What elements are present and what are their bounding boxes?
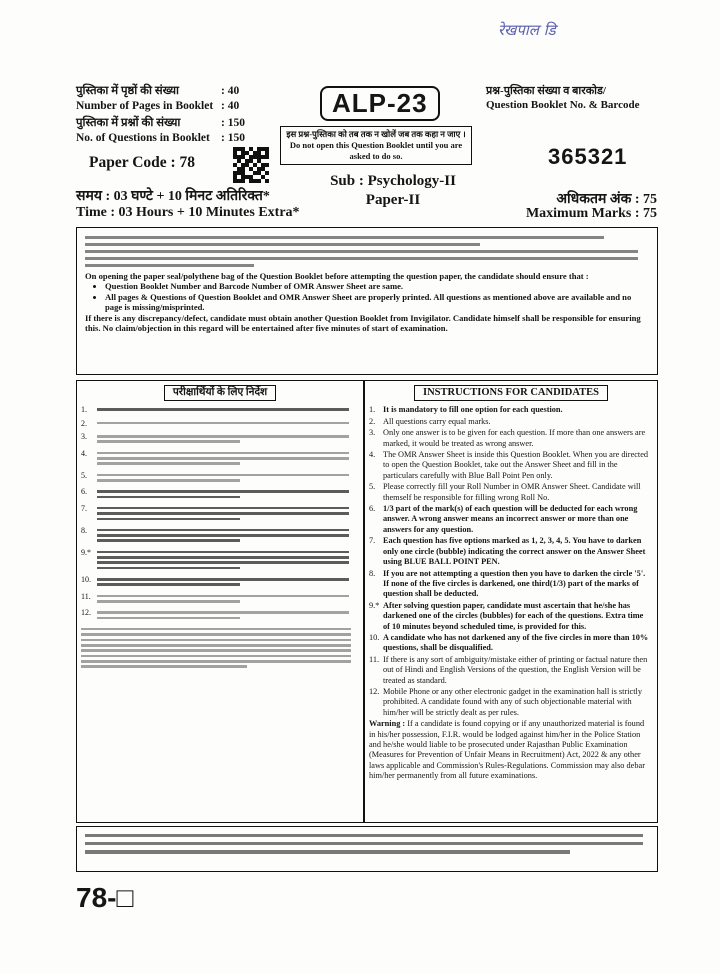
instruction-number: 9.*: [81, 547, 91, 557]
english-instruction-item: [369, 417, 651, 427]
hindi-instruction-text: [97, 592, 357, 606]
english-instructions-title: INSTRUCTIONS FOR CANDIDATES: [414, 385, 608, 401]
hindi-instruction-item: [77, 608, 363, 622]
meta-row: No. of Questions in Booklet : 150: [76, 131, 245, 144]
english-instructions: [364, 380, 658, 823]
hindi-instruction-item: [77, 504, 363, 523]
instruction-number: 12.: [81, 608, 91, 618]
hindi-instruction-item: [77, 449, 363, 468]
instruction-text: 1/3 part of the mark(s) of each question will be deducted for each wrong answer. A wrong answer means an incorrect answer or more than one answers for any question.: [383, 504, 638, 534]
hindi-instruction-item: [77, 405, 363, 415]
english-instruction-item: [369, 405, 651, 415]
seal-notice-hindi-lines: [85, 236, 649, 267]
instruction-text: All questions carry equal marks.: [383, 416, 491, 426]
paper-code: Paper Code : 78: [89, 154, 196, 171]
hindi-instruction-item: [77, 575, 363, 589]
instruction-text: If there is any sort of ambiguity/mistake either of printing or factual nature then out of Hindi and English Versions of the question, the English Version will be treated as standard.: [383, 654, 648, 685]
seal-notice-outro: If there is any discrepancy/defect, candidate must obtain another Question Booklet from Invigilator. Candidate himself shall be responsible for ensuring this. No claim/objection in this regard will be entertained after five minutes of start of examination.: [85, 312, 641, 334]
hindi-instruction-text: [97, 419, 357, 429]
instruction-text: After solving question paper, candidate must ascertain that he/she has darkened one of the circles (bubbles) for each of the questions. Extra time of 10 minutes beyond scheduled time, is provided for this.: [383, 600, 644, 631]
footer-code: 78-□: [76, 882, 134, 913]
instruction-text: If you are not attempting a question then you have to darken the circle '5'. If none of the five circles is darkened, one third(1/3) part of the marks of question shall be deducted.: [383, 568, 646, 599]
hindi-instructions-title: परीक्षार्थियों के लिए निर्देश: [164, 385, 276, 401]
instruction-text: Please correctly fill your Roll Number in OMR Answer Sheet. Candidate will themself be responsible for filling wrong Roll No.: [383, 482, 641, 502]
instruction-number: 6.: [81, 487, 87, 497]
booklet-meta: [76, 84, 261, 145]
english-instruction-item: [369, 601, 651, 632]
warning-text: If a candidate is found copying or if any unauthorized material is found in his/her possession, F.I.R. would be lodged against him/her in the Police Station and he/she would liable to be prosecuted under Rajasthan Public Examination (Measures for Prevention of Unfair Means in Recruitment) Act, 2022 & any other laws applicable and Commission's Rules-Regulations. Commission may also debar him/her permanently from all future examinations.: [369, 719, 645, 781]
instruction-number: 6.: [369, 504, 376, 514]
hindi-instruction-item: [77, 592, 363, 606]
instruction-number: 8.: [369, 568, 376, 578]
instruction-text: Only one answer is to be given for each question. If more than one answers are marked, it would be treated as wrong answer.: [383, 428, 646, 448]
hindi-instruction-text: [97, 608, 357, 622]
english-instruction-item: [369, 633, 651, 654]
warning-label: Warning :: [369, 719, 406, 729]
seal-notice-bullets: [105, 281, 649, 313]
hindi-instruction-text: [97, 526, 357, 545]
seal-notice-bullet: • All pages & Questions of Question Booklet and OMR Answer Sheet are properly printed. All questions as mentioned above are available and no page is missing/misprinted.: [105, 292, 649, 313]
english-instruction-list: [365, 405, 657, 718]
hindi-instruction-text: [97, 449, 357, 468]
instruction-number: 2.: [81, 418, 87, 428]
do-not-open-notice: इस प्रश्न-पुस्तिका को तब तक न खोलें जब तक कहा न जाए । Do not open this Question Booklet until you are asked to do so.: [280, 126, 472, 165]
seal-notice-bullet: • Question Booklet Number and Barcode Number of OMR Answer Sheet are same.: [105, 281, 649, 292]
booklet-number: 365321: [548, 144, 628, 169]
hindi-instruction-text: [97, 471, 357, 485]
english-instruction-item: [369, 655, 651, 686]
english-instruction-item: [369, 536, 651, 567]
hindi-instruction-text: [97, 504, 357, 523]
meta-row: Number of Pages in Booklet : 40: [76, 99, 240, 112]
handwritten-note: रेखपाल डि: [498, 21, 556, 39]
instruction-number: 12.: [369, 686, 380, 696]
hindi-instruction-item: [77, 419, 363, 429]
marks-hindi: अधिकतम अंक : 75: [556, 192, 657, 207]
instruction-number: 11.: [81, 591, 91, 601]
instruction-number: 11.: [369, 654, 380, 664]
hindi-instruction-item: [77, 548, 363, 572]
hindi-instruction-text: [97, 575, 357, 589]
instruction-number: 3.: [369, 428, 376, 438]
instruction-number: 5.: [81, 470, 87, 480]
instruction-number: 1.: [369, 405, 376, 415]
series-code: ALP-23: [320, 86, 440, 121]
hindi-instruction-text: [97, 432, 357, 446]
instruction-number: 3.: [81, 432, 87, 442]
hindi-instruction-item: [77, 526, 363, 545]
qr-code-icon: [233, 147, 269, 183]
instruction-number: 9.*: [369, 600, 380, 610]
seal-notice-intro: On opening the paper seal/polythene bag of the Question Booklet before attempting the question paper, the candidate should ensure that :: [85, 270, 589, 281]
hindi-instruction-text: [97, 487, 357, 501]
english-instruction-item: [369, 450, 651, 481]
instruction-number: 1.: [81, 405, 87, 415]
instruction-number: 5.: [369, 482, 376, 492]
time-english: Time : 03 Hours + 10 Minutes Extra*: [76, 205, 300, 220]
instruction-number: 8.: [81, 525, 87, 535]
marks-english: Maximum Marks : 75: [525, 206, 657, 221]
instruction-text: Each question has five options marked as 1, 2, 3, 4, 5. You have to darken only one circle (bubble) indicating the correct answer on the Answer Sheet using BLUE BALL POINT PEN.: [383, 536, 646, 567]
instruction-number: 2.: [369, 416, 376, 426]
hindi-instruction-item: [77, 487, 363, 501]
hindi-instructions: [76, 380, 364, 823]
meta-row: पुस्तिका में प्रश्नों की संख्या : 150: [76, 117, 245, 129]
english-instruction-item: [369, 504, 651, 535]
instruction-text: The OMR Answer Sheet is inside this Question Booklet. When you are directed to open the Question Booklet, take out the Answer Sheet and fill in the particulars carefully with Blue Ball Point Pen only.: [383, 450, 649, 480]
instruction-number: 7.: [369, 536, 376, 546]
instruction-number: 10.: [369, 632, 380, 642]
hindi-instruction-item: [77, 432, 363, 446]
hindi-warning-block: [77, 625, 363, 671]
english-instruction-item: [369, 569, 651, 600]
english-instruction-item: [369, 482, 651, 503]
hindi-instruction-list: [77, 405, 363, 670]
instruction-number: 10.: [81, 575, 91, 585]
time-hindi: समय : 03 घण्टे + 10 मिनट अतिरिक्त*: [76, 189, 270, 204]
hindi-instruction-text: [97, 548, 357, 572]
seal-notice: [76, 227, 658, 375]
instruction-number: 7.: [81, 503, 87, 513]
english-instruction-item: [369, 687, 651, 718]
instruction-text: A candidate who has not darkened any of the five circles in more than 10% questions, shall be disqualified.: [383, 632, 649, 653]
hindi-bottom-notice: [76, 826, 658, 872]
hindi-instruction-text: [97, 405, 357, 415]
barcode-label: प्रश्न-पुस्तिका संख्या व बारकोड/ Question Booklet No. & Barcode: [486, 85, 640, 111]
english-instruction-item: [369, 428, 651, 449]
paper-label: Paper-II: [365, 192, 421, 208]
instruction-text: Mobile Phone or any other electronic gadget in the examination hall is strictly prohibited. A candidate found with any of such objectionable material with him/her will be strictly dealt as per rules.: [383, 686, 642, 717]
instruction-number: 4.: [81, 448, 87, 458]
subject: Sub : Psychology-II: [330, 173, 456, 189]
hindi-instruction-item: [77, 471, 363, 485]
warning-block: [365, 719, 657, 781]
meta-row: पुस्तिका में पृष्ठों की संख्या : 40: [76, 85, 240, 97]
instruction-number: 4.: [369, 450, 376, 460]
instruction-text: It is mandatory to fill one option for each question.: [383, 405, 563, 415]
